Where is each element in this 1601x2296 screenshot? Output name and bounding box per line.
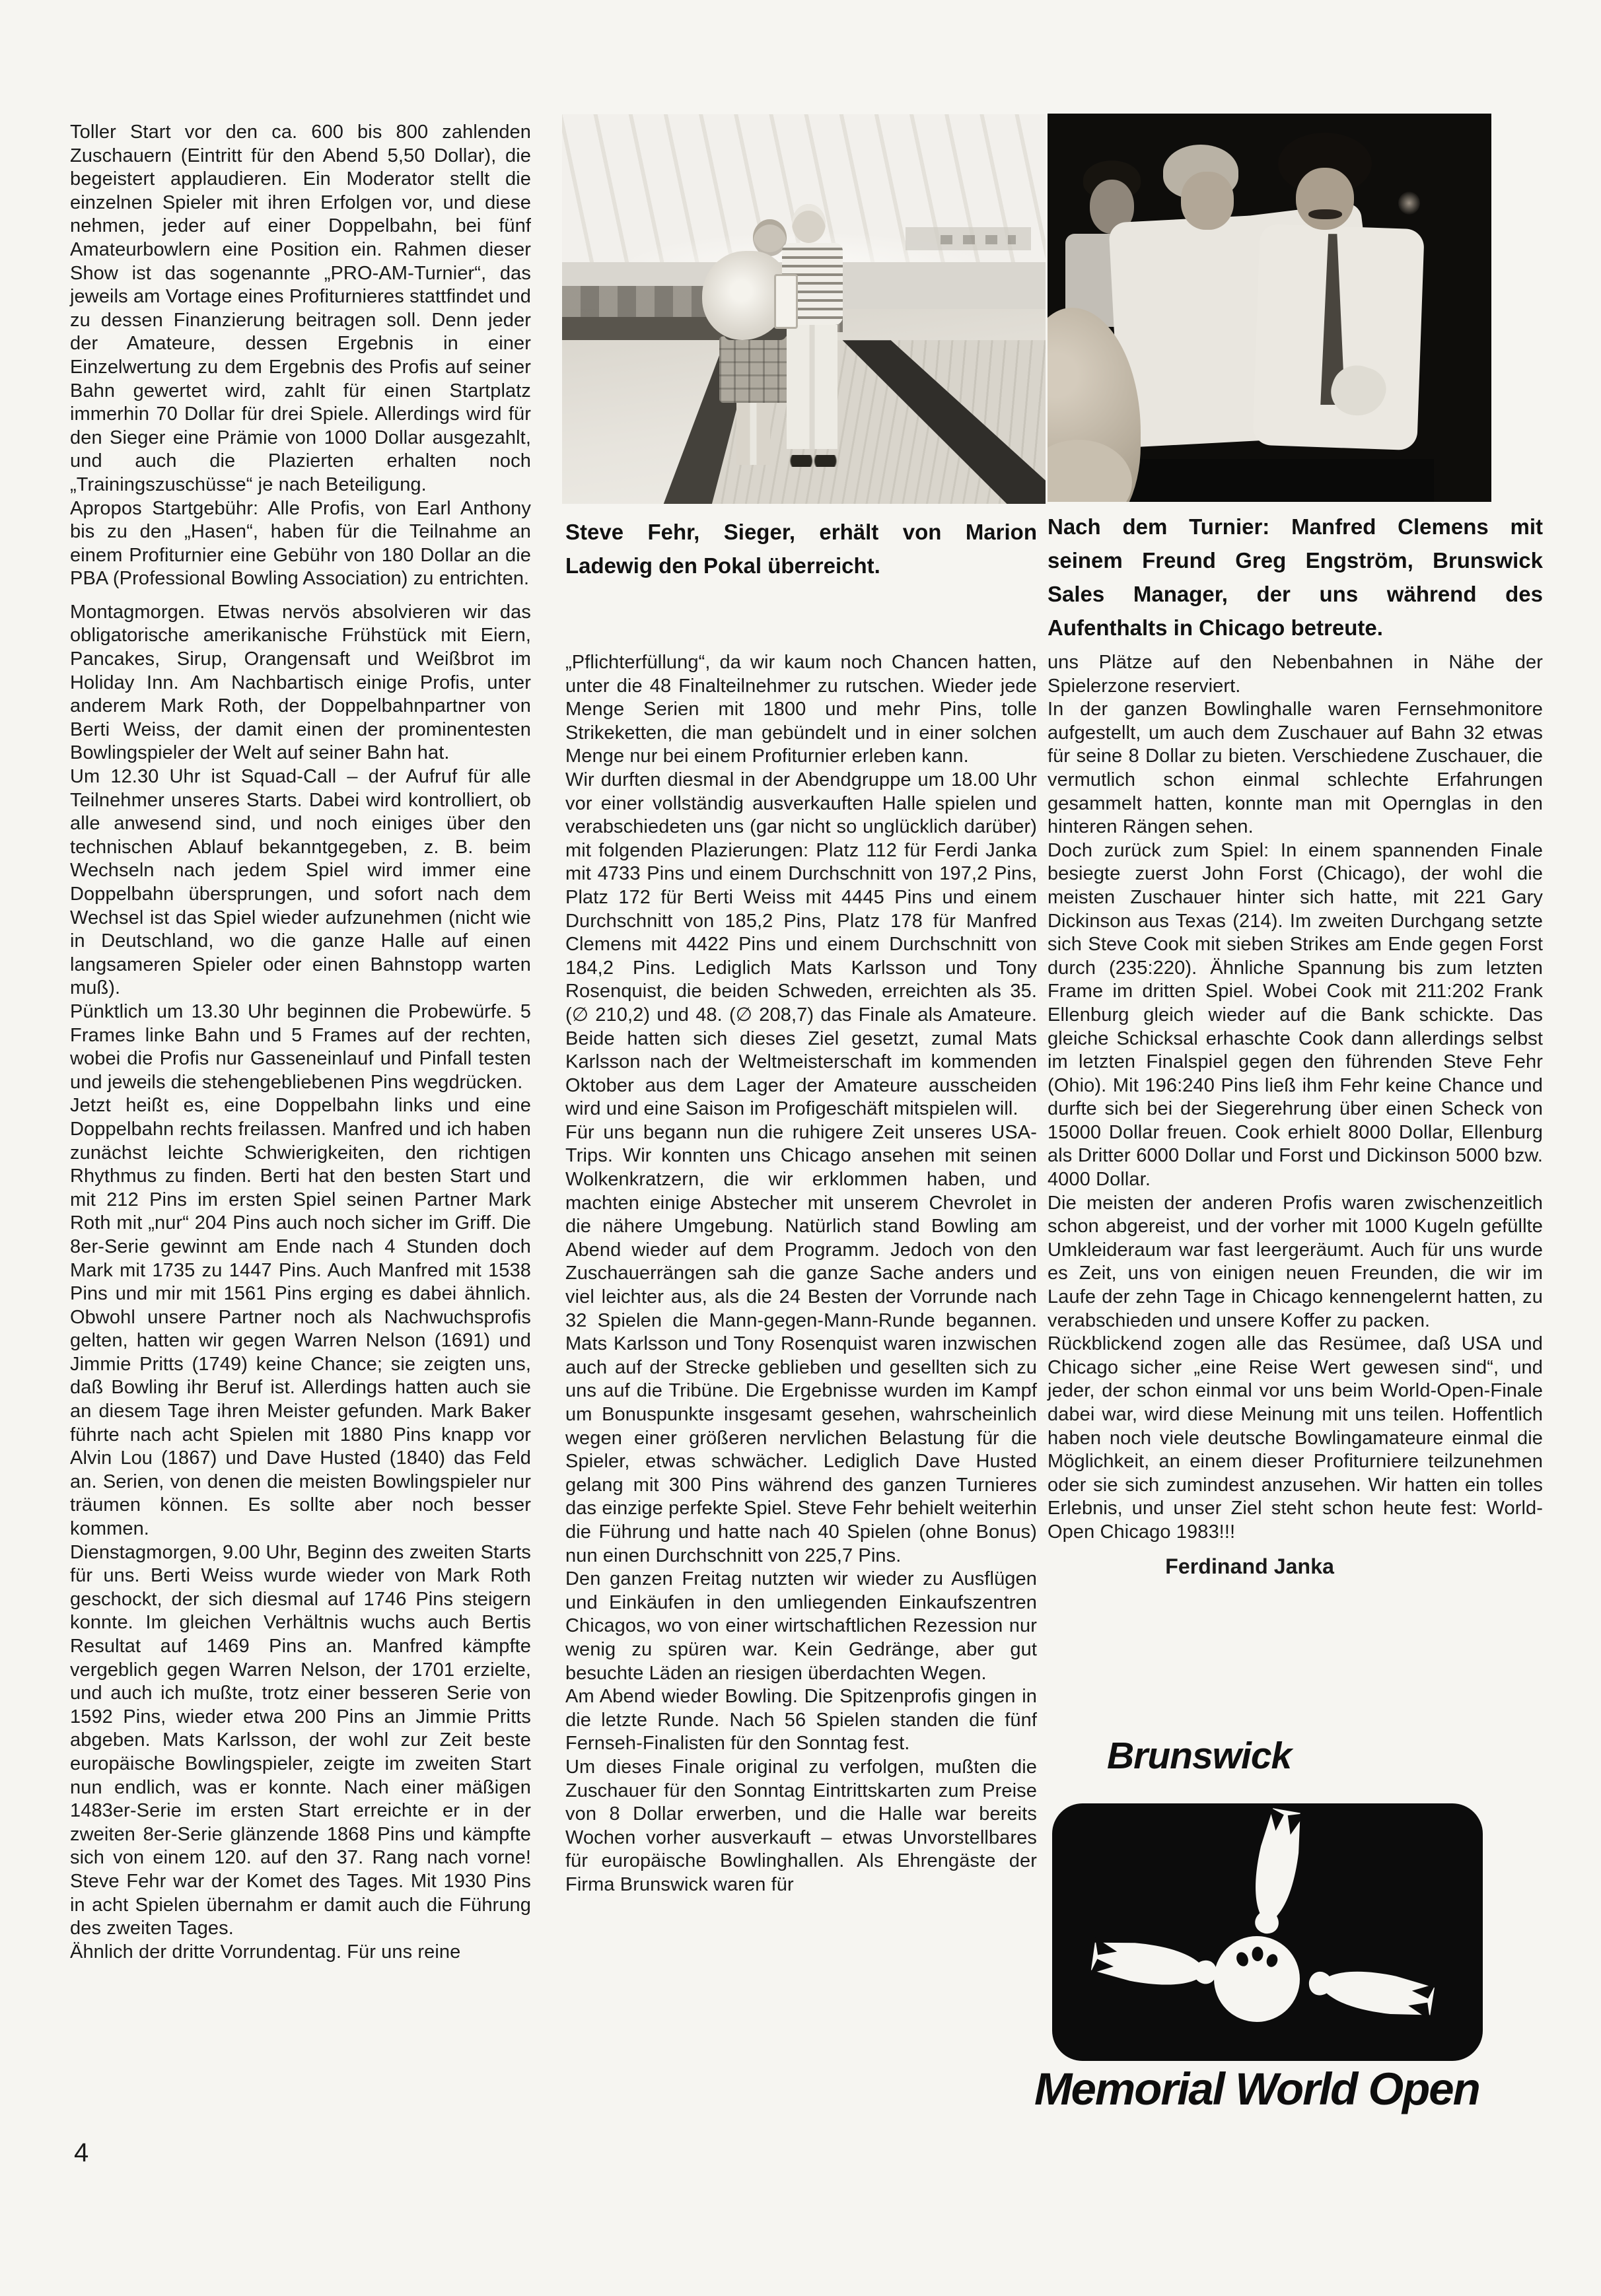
author-name: Ferdinand Janka <box>1165 1554 1334 1578</box>
paragraph: Doch zurück zum Spiel: In einem spannenden Finale besiegte zuerst John Forst (Chicago), der wohl die meisten Zuschauer hinter sich hatte, mit 221 Gary Dickinson aus Texas (214). Im zweiten Durchgang setzte sich Steve Cook mit sieben Strikes am Ende gegen Forst durch (235:220). Ähnliche Spannung bis zum letzten Frame im dritten Spiel. Wobei Cook mit 211:202 Frank Ellenburg gleich wieder auf die Bank schickte. Das gleiche Schicksal erhaschte Cook dann allerdings selbst im letzten Finalspiel gegen den führenden Steve Fehr (Ohio). Mit 196:240 Pins ließ ihm Fehr keine Chance und durfte sich bei der Siegerehrung über einen Scheck von 15000 Dollar freuen. Cook erhielt 8000 Dollar, Ellenburg als Dritter 6000 Dollar und Forst und Dickinson 5000 bzw. 4000 Dollar. <box>1048 839 1543 1191</box>
paragraph: Die meisten der anderen Profis waren zwischenzeitlich schon abgereist, und der vorher mit 1000 Kugeln gefüllte Umkleideraum war fast leergeräumt. Auch für uns wurde es Zeit, uns von einigen neuen Freunden, die wir im Laufe der zehn Tage in Chicago kennengelernt hatten, zu verabschieden und unsere Koffer zu packen. <box>1048 1192 1543 1331</box>
paragraph: Jetzt heißt es, eine Doppelbahn links und eine Doppelbahn rechts freilassen. Manfred und ich haben zunächst leichte Schwierigkeiten, den richtigen Rhythmus zu finden. Berti hat den besten Start und mit 212 Pins im ersten Spiel seinen Partner Mark Roth mit „nur“ 204 Pins auch noch sicher im Griff. Die 8er-Serie gewinnt am Ende nach 4 Stunden doch Mark mit 1735 zu 1447 Pins. Auch Manfred mit 1538 Pins und mir mit 1561 Pins erging es dabei ähnlich. Obwohl unsere Partner noch als Nachwuchsprofis gelten, hatten wir gegen Warren Nelson (1691) und Jimmie Pritts (1749) keine Chance; sie zeigten uns, daß Bowling ihr Beruf ist. Allerdings hatten auch sie an diesem Tage ihren Meister gefunden. Mark Baker führte nach acht Spielen mit 1880 Pins knapp vor Alvin Lou (1867) und Dave Husted (1840) das Feld an. Serien, von denen die meisten Bowlingspieler nur träumen können. Es sollte aber noch besser kommen. <box>70 1095 531 1540</box>
paragraph: Wir durften diesmal in der Abendgruppe um 18.00 Uhr vor einer vollständig ausverkauften Halle spielen und verabschiedeten uns (gar nicht so unglücklich darüber) mit folgenden Plazierungen: Platz 112 für Ferdi Janka mit 4733 Pins und einem Durchschnitt von 197,2 Pins, Platz 172 für Berti Weiss mit 4445 Pins und einem Durchschnitt von 185,2 Pins, Platz 178 für Manfred Clemens mit 4422 Pins und einem Durchschnitt von 184,2 Pins. Lediglich Mats Karlsson und Tony Rosenquist, die beiden Schweden, erreichten als 35. (∅ 210,2) und 48. (∅ 208,7) das Finale als Amateure. Beide hatten sich dieses Ziel gesetzt, zumal Mats Karlsson nach der Weltmeisterschaft im kommenden Oktober aus dem Lager der Amateure ausscheiden wird und eine Saison im Profigeschäft mitspielen will. <box>565 769 1037 1120</box>
page-number: 4 <box>74 2138 89 2167</box>
photo1-banner-sign <box>906 227 1031 250</box>
paragraph: uns Plätze auf den Nebenbahnen in Nähe der Spielerzone reserviert. <box>1048 652 1543 697</box>
paragraph: Den ganzen Freitag nutzten wir wieder zu Ausflügen und Einkäufen in den umliegenden Einkaufszentren Chicagos, wo von einer wirtschaftlichen Rezession nur wenig zu spüren war. Kein Gedränge, aber gut besuchte Läden an riesigen überdachten Wegen. <box>565 1568 1037 1684</box>
brunswick-brand-wordmark: Brunswick <box>1107 1735 1292 1777</box>
paragraph: Rückblickend zogen alle das Resümee, daß USA und Chicago sicher „eine Reise Wert gewesen sind“, und jeder, der schon einmal vor uns beim World-Open-Finale dabei war, wird diese Meinung mit uns teilen. Hoffentlich haben noch viele deutsche Bowlingamateure einmal die Möglichkeit, an einem dieser Profiturniere teilzunehmen oder sie sich zumindest anzusehen. Wir hatten ein tolles Erlebnis, und unser Ziel steht schon heute fest: World-Open Chicago 1983!!! <box>1048 1333 1543 1543</box>
photo1-woman-legs <box>736 403 770 465</box>
photo1-woman-skirt <box>719 336 792 402</box>
photo2-ceiling-light <box>1398 191 1421 215</box>
photo2-caption: Nach dem Turnier: Manfred Clemens mit seinem Freund Greg Engström, Brunswick Sales Manager, der uns während des Aufenthalts in Chicago betreute. <box>1048 514 1543 640</box>
paragraph: Um 12.30 Uhr ist Squad-Call – der Aufruf für alle Teilnehmer unseres Starts. Dabei wird kontrolliert, ob alle anwesend sind, und noch einiges über den technischen Ablauf bekanntgegeben, z. B. beim Wechseln nach jedem Spiel wird immer eine Doppelbahn übersprungen, und sofort nach dem Wechsel ist das Spiel wieder aufzunehmen (nicht wie in Deutschland, wo die ganze Halle auf einen langsameren Spieler oder einen Bahnstopp warten muß). <box>70 766 531 999</box>
paragraph: Ähnlich der dritte Vorrundentag. Für uns reine <box>70 1941 461 1963</box>
photo2-right-man-mustache <box>1308 209 1342 219</box>
photo2-left-man-face <box>1181 172 1234 230</box>
left-text-column <box>70 121 531 1964</box>
paragraph: Montagmorgen. Etwas nervös absolvieren wir das obligatorische amerikanische Frühstück mit Eiern, Pancakes, Sirup, Orangensaft und Weißbrot im Holiday Inn. Am Nachbartisch einige Profis, unter anderem Mark Roth, der Doppelbahnpartner von Berti Weiss, der damit einen der prominentesten Bowlingspieler der Welt auf seiner Bahn hat. <box>70 601 531 764</box>
paragraph: Am Abend wieder Bowling. Die Spitzenprofis gingen in die letzte Runde. Nach 56 Spielen standen die fünf Fernseh-Finalisten für den Sonntag fest. <box>565 1686 1037 1755</box>
paragraph: Für uns begann nun die ruhigere Zeit unseres USA-Trips. Wir konnten uns Chicago ansehen mit seinen Wolkenkratzern, die wir erklommen haben, und machten einige Abstecher mit unserem Chevrolet in die nähere Umgebung. Natürlich stand Bowling am Abend wieder auf dem Programm. Jedoch von den Zuschauerrängen sah die ganze Sache anders und viel leichter aus, als die 24 Besten der Vorrunde nach 32 Spielen die Mann-gegen-Mann-Runde begannen. Mats Karlsson und Tony Rosenquist waren inzwischen auch auf der Strecke geblieben und gesellten sich zu uns auf die Tribüne. Die Ergebnisse wurden im Kampf um Bonuspunkte insgesamt gesehen, wahrscheinlich wegen einer größeren nervlichen Belastung für die Spieler, etwas schwächer. Lediglich Dave Husted gelang mit 300 Pins während des ganzen Turnieres das einzige perfekte Spiel. Steve Fehr behielt weiterhin die Führung und hatte nach 40 Spielen (ohne Bonus) nun einen Durchschnitt von 225,7 Pins. <box>565 1121 1037 1566</box>
photo-trophy-ceremony <box>562 114 1046 504</box>
photo1-man-pants <box>787 325 837 450</box>
right-text-column <box>1048 651 1543 1578</box>
paragraph: Um dieses Finale original zu verfolgen, mußten die Zuschauer für den Sonntag Eintrittskarten zum Preise von 8 Dollar erwerben, und die Halle war bereits Wochen vorher ausverkauft – etwas Unvorstellbares für europäische Bowlinghallen. Als Ehrengäste der Firma Brunswick waren für <box>565 1756 1037 1895</box>
photo2-dark-pants <box>1114 459 1434 502</box>
photo1-caption: Steve Fehr, Sieger, erhält von Marion Ladewig den Pokal überreicht. <box>565 520 1037 578</box>
photo1-trophy <box>774 274 799 329</box>
bowling-ball-and-pins-icon <box>1052 1803 1483 2061</box>
event-wordmark: Memorial World Open <box>1034 2064 1479 2114</box>
photo-clemens-engstroem <box>1048 114 1491 502</box>
photo2-right-man-face <box>1296 168 1353 230</box>
paragraph: „Pflichterfüllung“, da wir kaum noch Chancen hatten, unter die 48 Finalteilnehmer zu rutschen. Wieder jede Menge Serien mit 1800 und mehr Pins, tolle Strikeketten, die man gebündelt und in einer solchen Menge nur bei einem Profiturnier erleben kann. <box>565 652 1037 767</box>
paragraph: Dienstagmorgen, 9.00 Uhr, Beginn des zweiten Starts für uns. Berti Weiss wurde wieder von Mark Roth geschockt, der sich diesmal auf 1746 Pins steigern konnte. Im gleichen Verhältnis wuchs auch Bertis Resultat auf 1469 Pins an. Manfred kämpfte vergeblich gegen Warren Nelson, der 1701 erzielte, und auch ich mußte, trotz einer besseren Serie von 1592 Pins, wieder etwa 200 Pins an Jimmie Pritts abgeben. Mats Karlsson, der wohl zur Zeit beste europäische Bowlingspieler, zeigte im zweiten Start nun endlich, was er konnte. Nach einer mäßigen 1483er-Serie im ersten Start erreichte er in der zweiten 8er-Serie glänzende 1868 Pins und kämpfte sich von einem 120. auf den 37. Rang nach vorne! Steve Fehr war der Komet des Tages. Mit 1930 Pins in acht Spielen übernahm er damit auch die Führung des zweiten Tages. <box>70 1541 531 1939</box>
paragraph: In der ganzen Bowlinghalle waren Fernsehmonitore aufgestellt, um auch dem Zuschauer auf Bahn 32 etwas für seine 8 Dollar zu bieten. Verschiedene Zuschauer, die vermutlich schon einmal schlechte Erfahrungen gesammelt hatten, konnte man mit Opernglas in den hinteren Rängen sehen. <box>1048 699 1543 838</box>
paragraph: Pünktlich um 13.30 Uhr beginnen die Probewürfe. 5 Frames linke Bahn und 5 Frames auf der rechten, wobei die Profis nur Gasseneinlauf und Pinfall testen und jeweils die stehengebliebenen Pins wegdrücken. <box>70 1000 531 1093</box>
paragraph: Toller Start vor den ca. 600 bis 800 zahlenden Zuschauern (Eintritt für den Abend 5,50 Dollar), die begeistert applaudieren. Ein Moderator stellt die einzelnen Spieler mit ihren Erfolgen vor, und diese nehmen, jeder auf einer Doppelbahn, bei fünf Amateurbowlern eine Position ein. Rahmen dieser Show ist das sogenannte „PRO-AM-Turnier“, das jeweils am Vortage eines Profiturnieres stattfindet und zu dessen Finanzierung beitragen soll. Denn jeder der Amateure, dessen Ergebnis in einer Einzelwertung zu dem Ergebnis des Profis auf seiner Bahn gewertet wird, zahlt für einen Startplatz immerhin 70 Dollar für drei Spiele. Allerdings wird für den Sieger eine Prämie von 1000 Dollar ausgezahlt, und auch die Plazierten erhalten noch „Trainingszuschüsse“ je nach Beteiligung. <box>70 122 531 495</box>
middle-text-column <box>565 651 1037 1896</box>
photo1-man-head <box>792 204 826 243</box>
paragraph: Apropos Startgebühr: Alle Profis, von Earl Anthony bis zu den „Hasen“, haben für die Teilnahme an einem Profiturnier eine Gebühr von 180 Dollar an die PBA (Professional Bowling Association) zu entrichten. <box>70 497 531 590</box>
photo1-man-shoes <box>789 455 837 467</box>
